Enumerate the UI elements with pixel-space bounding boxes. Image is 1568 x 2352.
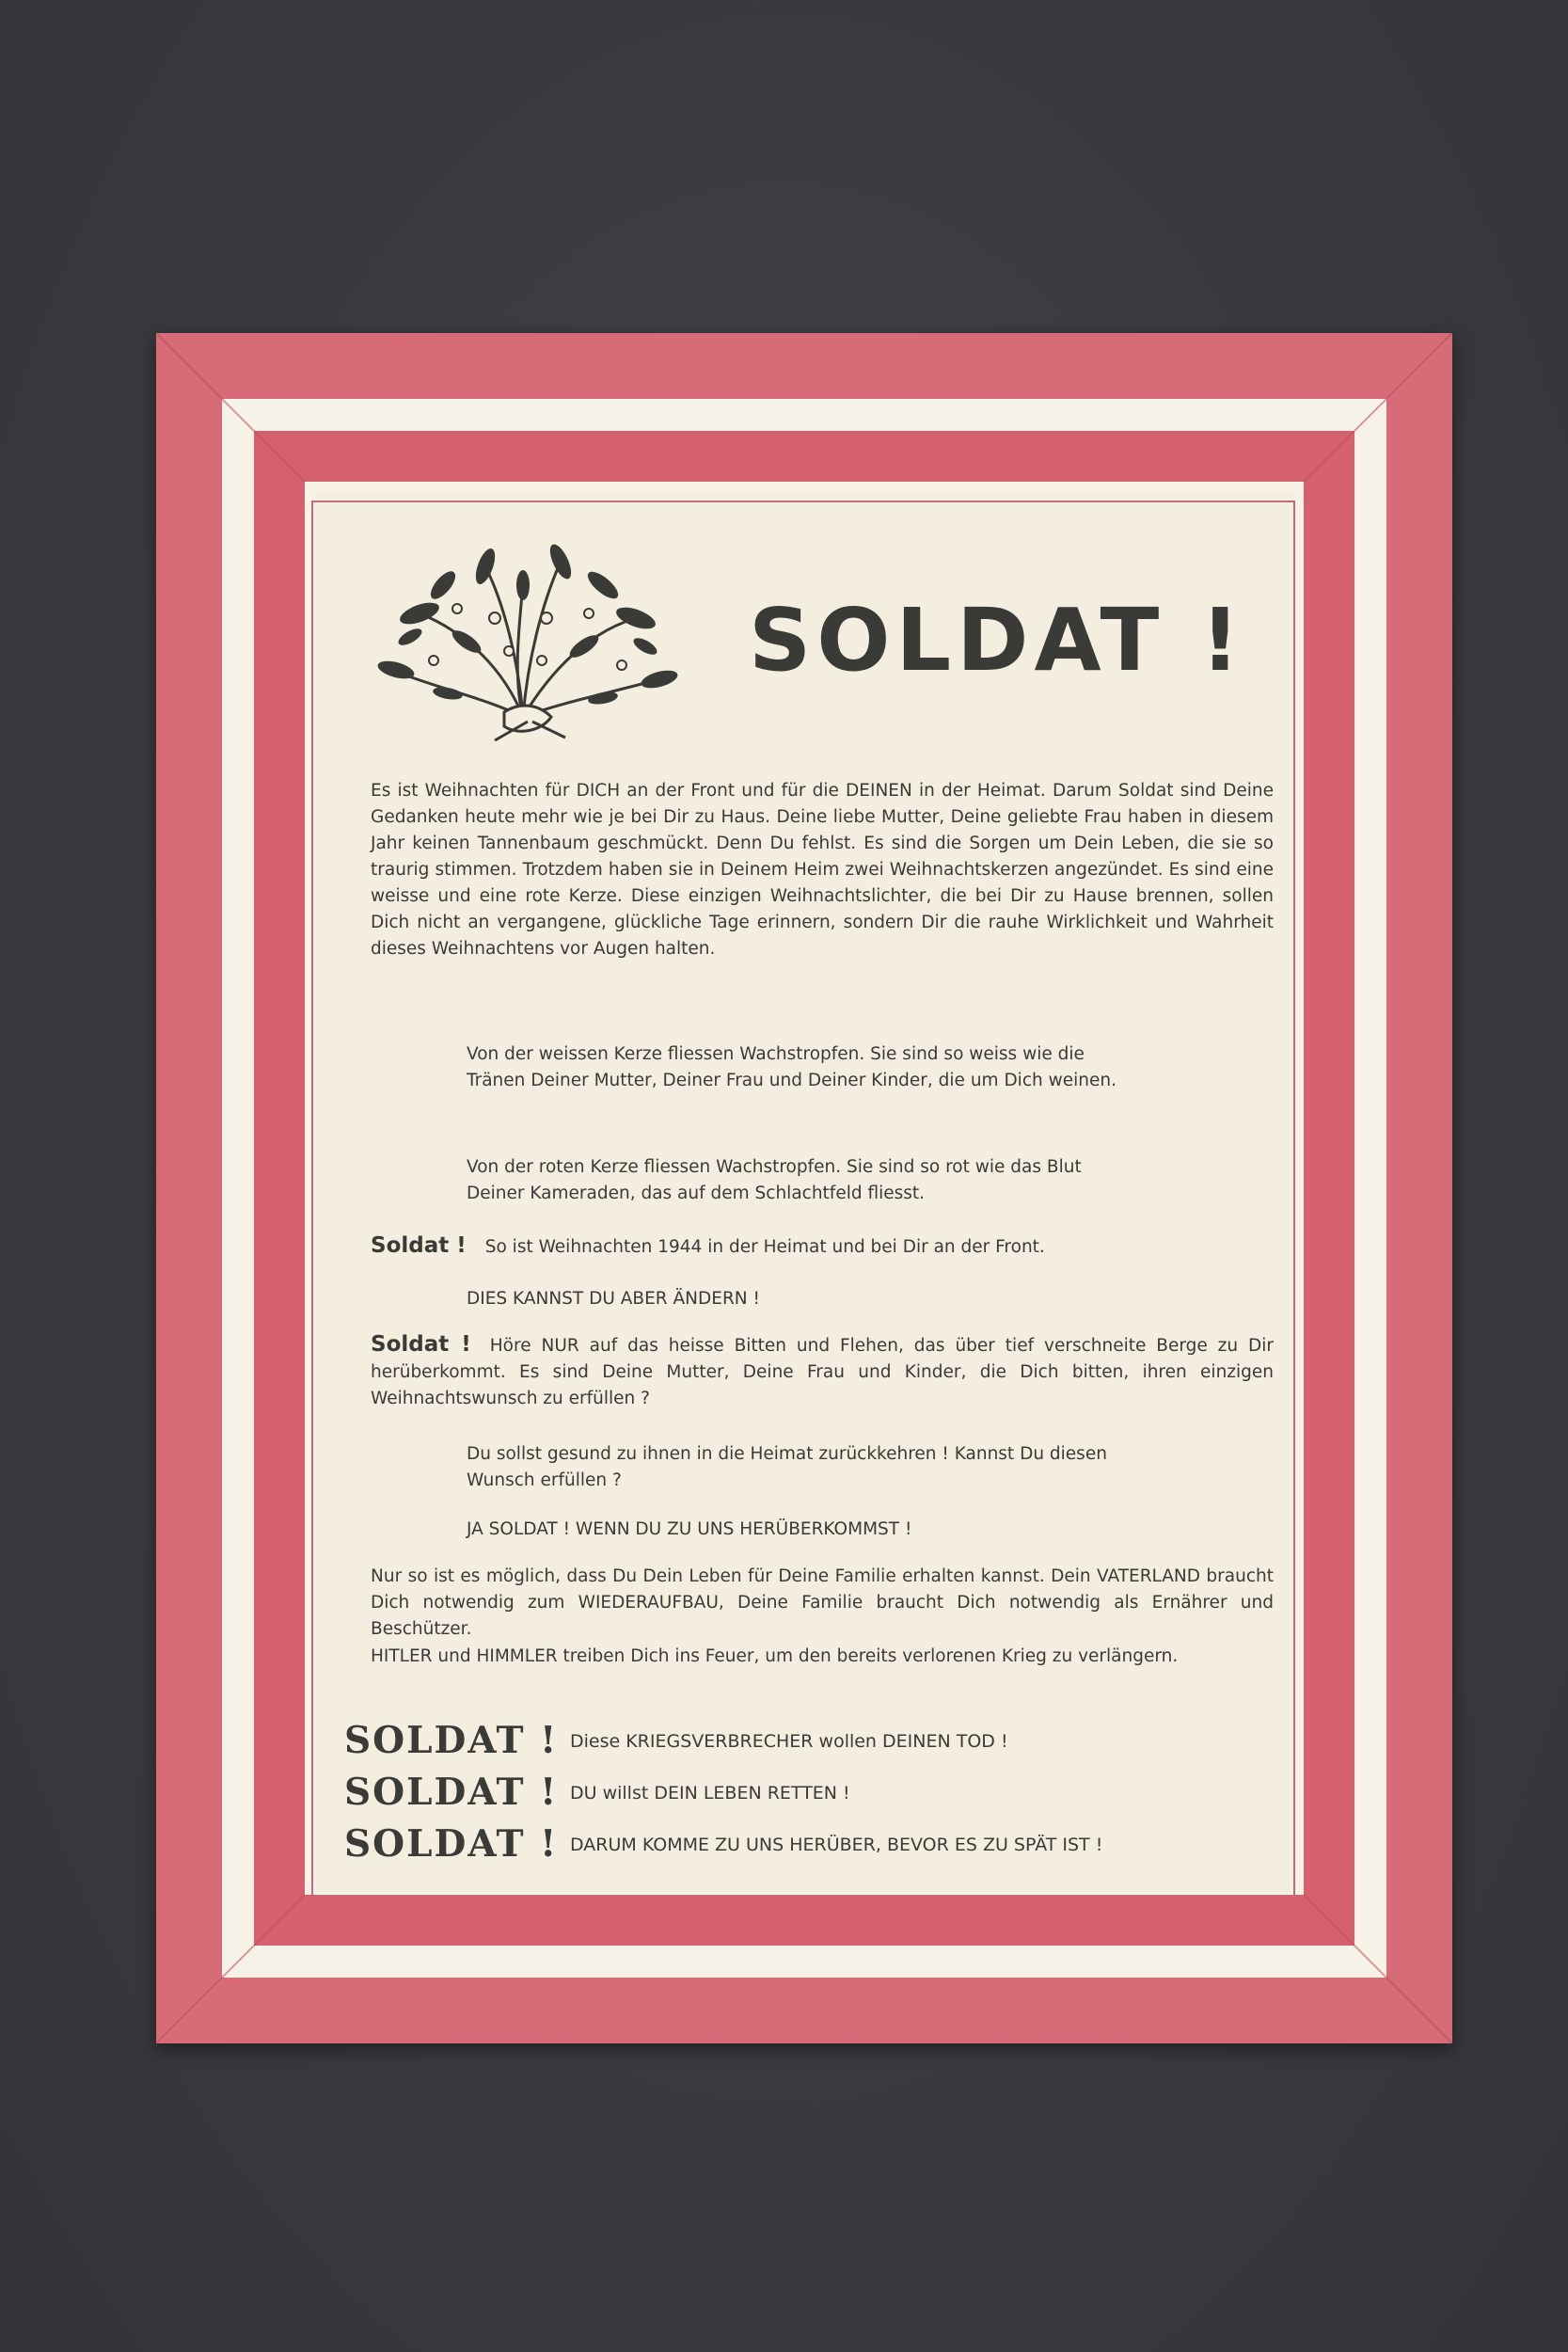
closing-label: SOLDAT ! — [344, 1771, 559, 1814]
closing-text: Diese KRIEGSVERBRECHER wollen DEINEN TOD ! — [570, 1731, 1008, 1752]
red-candle-paragraph: Von der roten Kerze fliessen Wachstropfen. Sie sind so rot wie das Blut Deiner Kameraden, das auf dem Schlachtfeld fliesst. — [467, 1157, 1082, 1203]
closing-line-1 — [344, 1719, 1285, 1762]
soldat-line-2 — [371, 1331, 1274, 1412]
page-title: SOLDAT ! — [749, 590, 1246, 691]
leaflet-sheet — [156, 333, 1452, 2043]
intro-paragraph: Es ist Weihnachten für DICH an der Front und für die DEINEN in der Heimat. Darum Soldat sind Deine Gedanken heute mehr wie je bei Dir zu Haus. Deine liebe Mutter, Deine geliebte Frau haben in diesem Jahr keinen Tannenbaum geschmückt. Denn Du fehlst. Es sind die Sorgen um Dein Leben, die sie so traurig stimmen. Trotzdem haben sie in Deinem Heim zwei Weihnachtskerzen angezündet. Es sind eine weisse und eine rote Kerze. Diese einzigen Weihnachtslichter, die bei Dir zu Hause brennen, sollen Dich nicht an vergangene, glückliche Tage erinnern, sondern Dir die rauhe Wirklichkeit und Wahrheit dieses Weihnachtens vor Augen halten. — [371, 781, 1274, 959]
white-candle-paragraph: Von der weissen Kerze fliessen Wachstropfen. Sie sind so weiss wie die Tränen Deiner Mutter, Deiner Frau und Deiner Kinder, die um Dich weinen. — [467, 1044, 1117, 1090]
wish-paragraph: Du sollst gesund zu ihnen in die Heimat zurückkehren ! Kannst Du diesen Wunsch erfüllen ? — [467, 1444, 1107, 1490]
hitler-paragraph: HITLER und HIMMLER treiben Dich ins Feuer, um den bereits verlorenen Krieg zu verlängern. — [371, 1646, 1179, 1666]
closing-text: DU willst DEIN LEBEN RETTEN ! — [570, 1783, 850, 1804]
soldat-label: Soldat ! — [371, 1233, 467, 1258]
soldat-label: Soldat ! — [371, 1332, 471, 1357]
closing-label: SOLDAT ! — [344, 1822, 559, 1866]
family-paragraph: Nur so ist es möglich, dass Du Dein Leben für Deine Familie erhalten kannst. Dein VATERLAND braucht Dich notwendig zum WIEDERAUFBAU, Deine Familie braucht Dich notwendig als Ernährer und Beschützer. — [371, 1566, 1274, 1639]
soldat-line-1 — [371, 1232, 1274, 1261]
closing-label: SOLDAT ! — [344, 1719, 559, 1762]
caps-line-2: JA SOLDAT ! WENN DU ZU UNS HERÜBERKOMMST ! — [467, 1519, 912, 1539]
closing-line-3 — [344, 1822, 1285, 1866]
leaflet-content — [316, 505, 1291, 1892]
soldat-line-1-text: So ist Weihnachten 1944 in der Heimat und bei Dir an der Front. — [484, 1237, 1045, 1257]
closing-line-2 — [344, 1771, 1285, 1814]
closing-text: DARUM KOMME ZU UNS HERÜBER, BEVOR ES ZU SPÄT IST ! — [570, 1835, 1103, 1855]
caps-line-1: DIES KANNST DU ABER ÄNDERN ! — [467, 1289, 760, 1309]
soldat-line-2-text: Höre NUR auf das heisse Bitten und Flehen, das über tief verschneite Berge zu Dir herüberkommt. Es sind Deine Mutter, Deine Frau und Kinder, die Dich bitten, ihren einzigen Weihnachtswunsch zu erfüllen ? — [371, 1336, 1274, 1408]
mistletoe-icon — [354, 529, 692, 745]
